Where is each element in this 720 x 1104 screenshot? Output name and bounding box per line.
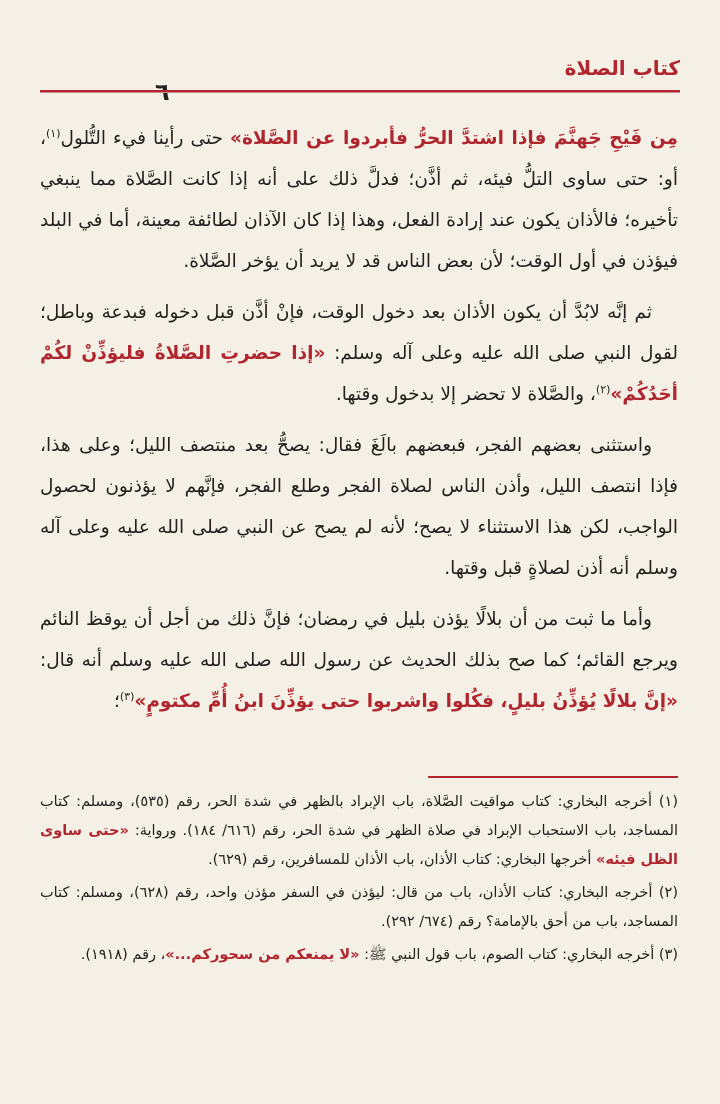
paragraph [40, 425, 678, 589]
footnote-ref[interactable]: (١) [45, 126, 61, 140]
main-text [40, 118, 678, 722]
footnote [40, 941, 678, 970]
hadith-quote: مِن فَيْحِ جَهنَّمَ فإذا اشتدَّ الحرُّ فأبردوا عن الصَّلاة» [230, 128, 678, 149]
paragraph-text: واستثنى بعضهم الفجر، فبعضهم بالَغَ فقال: يصحُّ بعد منتصف الليل؛ وعلى هذا، فإذا انتصف الليل، وأذن الناس لصلاة الفجر وطلع الفجر، فإنَّهم لا يؤذنون لحصول الواجب، لكن هذا الاستثناء لا يصح؛ لأنه لم يصح عن النبي صلى الله عليه وعلى آله وسلم أنه أذن لصلاةٍ قبل وقتها. [40, 435, 678, 579]
paragraph-text: ثم إنَّه لابُدَّ أن يكون الأذان بعد دخول الوقت، فإنْ أذَّن قبل دخوله فبدعة وباطل؛ لقول النبي صلى الله عليه وعلى آله وسلم: [40, 302, 678, 364]
footnote-ref[interactable]: (٢) [595, 382, 611, 396]
footnote-quote: «لا يمنعكم من سحوركم...» [165, 947, 360, 963]
paragraph-text: حتى رأينا فيء التُّلول [60, 128, 231, 149]
hadith-quote: «إذا حضرتِ الصَّلاةُ فليؤذِّنْ لكُمْ أحَدُكُمْ» [40, 343, 678, 405]
paragraph-text: ، أو: حتى ساوى التلُّ فيئه، ثم أذَّن؛ فدلَّ ذلك على أنه إذا كانت الصَّلاة مما ينبغي تأخيره؛ فالأذان يكون عند إرادة الفعل، وهذا إذا كان الآذان لطائفة معينة، أما في البلد فيؤذن في أول الوقت؛ لأن بعض الناس قد لا يريد أن يؤخر الصَّلاة. [40, 128, 678, 272]
footnote-number: (١) [658, 794, 678, 810]
paragraph [40, 292, 678, 415]
paragraph-text: وأما ما ثبت من أن بلالًا يؤذن بليل في رمضان؛ فإنَّ ذلك من أجل أن يوقظ النائم ويرجع القائم؛ كما صح بذلك الحديث عن رسول الله صلى الله عليه وسلم أنه قال: [40, 609, 678, 671]
paragraph-text: ، والصَّلاة لا تحضر إلا بدخول وقتها. [335, 384, 596, 405]
footnote-divider [428, 776, 678, 778]
header-rule-shadow [40, 92, 680, 93]
hadith-quote: «إنَّ بلالًا يُؤذِّنُ بليلٍ، فكُلوا واشربوا حتى يؤذِّنَ ابنُ أُمِّ مكتومٍ» [134, 691, 678, 712]
book-title: كتاب الصلاة [564, 56, 680, 80]
footnote-text: أخرجه البخاري: كتاب الصوم، باب قول النبي ﷺ: [359, 947, 659, 963]
paragraph [40, 599, 678, 722]
footnote-quote: «حتى ساوى الظل فيئه» [40, 823, 678, 868]
footnote-number: (٢) [658, 885, 678, 901]
footnote [40, 788, 678, 875]
footnote-text: ، رقم (١٩١٨). [80, 947, 166, 963]
paragraph-text: ؛ [113, 691, 120, 712]
paragraph [40, 118, 678, 282]
footnote-text: أخرجها البخاري: كتاب الأذان، باب الأذان للمسافرين، رقم (٦٢٩). [208, 852, 596, 868]
footnote-ref[interactable]: (٣) [119, 689, 135, 703]
footnotes [40, 788, 678, 974]
footnote-text: أخرجه البخاري: كتاب الأذان، باب من قال: ليؤذن في السفر مؤذن واحد، رقم (٦٢٨)، ومسلم: كتاب المساجد، باب من أحق بالإمامة؟ رقم (٦٧٤/ ٢٩٢). [40, 885, 678, 930]
page-header [40, 52, 680, 92]
footnote-number: (٣) [658, 947, 678, 963]
footnote [40, 879, 678, 937]
footnote-text: أخرجه البخاري: كتاب مواقيت الصَّلاة، باب الإبراد بالظهر في شدة الحر، رقم (٥٣٥)، ومسلم: كتاب المساجد، باب الاستحباب الإبراد في صلاة الظهر في شدة الحر، رقم (٦١٦/ ١٨٤). ورواية: [40, 794, 678, 839]
